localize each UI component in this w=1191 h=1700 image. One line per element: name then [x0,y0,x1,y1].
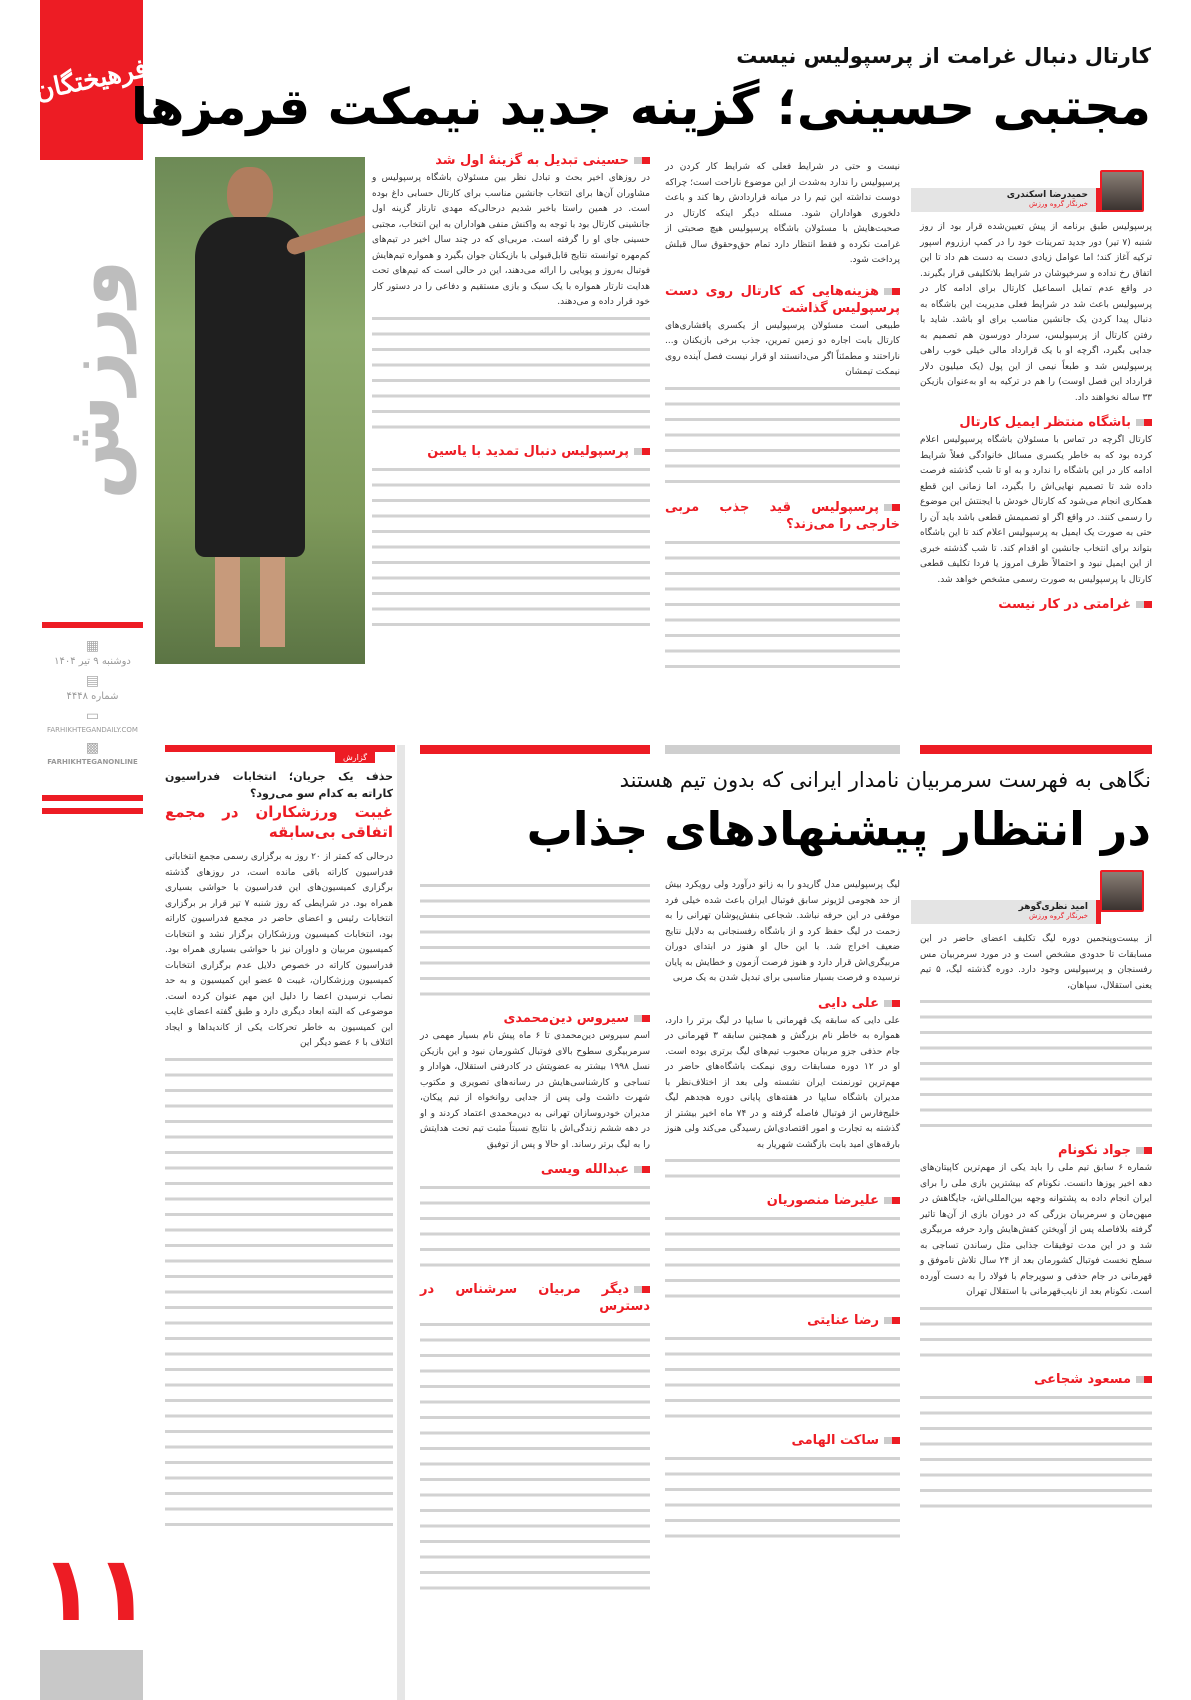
text-block [420,1180,650,1273]
top-col-2: نیست و حتی در شرایط فعلی که شرایط کار کردن در پرسپولیس را ندارد به‌شدت از این موضوع ناراحت است؛ چراکه دوست نداشته این تیم را در میانه قراردادش رها کند و باعث دلخوری هواداران شود. مسئله دیگر اینکه کارتال در صحبت‌هایش با مسئولان باشگاه پرسپولیس هیچ صحبتی از غرامت نکرده و فقط انتظار دارد تمام حق‌وحقوق سال قبلش پرداخت شود. هزینه‌هایی که کارتال روی دست پرسپولیس گذاشت طبیعی است مسئولان پرسپولیس از یکسری پافشاری‌های کارتال بابت اجاره دو زمین تمرین، جذب برخی بازیکنان و... ناراحتند و مطمئناً اگر می‌دانستند او قرار نیست فصل آینده روی نیمکت تیمشان پرسپولیس قید جذب مربی خارجی را می‌زند؟ [665,160,900,675]
text-block [665,1331,900,1424]
column-separator [397,745,405,1700]
section-heading: رضا عنایتی [665,1312,900,1329]
social-handle[interactable]: FARHIKHTEGANONLINE [47,758,138,766]
page-number: ۱۱ [40,1537,150,1642]
section-heading: ساکت الهامی [665,1432,900,1449]
section-heading: هزینه‌هایی که کارتال روی دست پرسپولیس گذاشت [665,283,900,316]
calendar-icon: ▦ [85,638,100,654]
author-box: امید نظری‌گوهر خبرنگار گروه ورزش [911,900,1101,924]
bottom-kicker: نگاهی به فهرست سرمربیان نامدار ایرانی که بدون تیم هستند [619,768,1151,792]
divider [42,795,143,801]
issue-number: شماره ۴۴۴۸ [66,691,119,702]
bottom-col-3: سیروس دین‌محمدی اسم سیروس دین‌محمدی تا ۶ ماه پیش نام بسیار مهمی در سرمربیگری سطوح بالای فوتبال کشورمان نبود و این بازیکن نسل ۱۹۹۸ بیشتر به عضویتش در کادرفنی استقلال، هوادار و تساجی و کارشناسی‌هایش در رسانه‌های تصویری و مکتوب شهرت داشت ولی پس از جدایی روانخواه از تیم پیکان، مدیران خودروسازان تهرانی به دین‌محمدی اعتماد کردند و او در دهه ششم زندگی‌اش با نتایج نسبتاً مثبت تیم تحت هدایتش را به لیگ برتر رساند. او حالا و پس از توفیق عبدالله ویسی دیگر مربیان سرشناس در دسترس [420,878,650,1597]
divider [42,808,143,814]
text-block [920,1301,1152,1363]
sidebar-headline: غیبت ورزشکاران در مجمع اتفاقی بی‌سابقه [165,803,393,841]
top-col-1: پرسپولیس طبق برنامه از پیش تعیین‌شده قرار بود از روز شنبه (۷ تیر) دور جدید تمرینات خود را در کمپ ارزروم اسپور ترکیه آغاز کند؛ اما عوامل زیادی دست به دست هم داد تا این اتفاق رخ نداده و سرخپوشان در شرایط بلاتکلیفی قرار بگیرند. در واقع عدم تمایل اسماعیل کارتال برای ادامه کار در پرسپولیس باعث شد در شرایط فعلی مدیریت این باشگاه به دنبال پیدا کردن یک جانشین مناسب برای او باشد. شاید با رفتن کارتال از پرسپولیس، سردار دورسون هم تصمیم به جدایی بگیرد، اگرچه او با یک قرارداد مالی خیلی خوب راهی پرسپولیس شد و طبعاً نیمی از این پول (یک میلیون دلار قرارداد این فصل اوست) را هم در ترکیه به او به‌عنوان بازیکن ۳۳ ساله نخواهند داد. باشگاه منتظر ایمیل کارتال کارتال اگرچه در تماس با مسئولان باشگاه پرسپولیس اعلام کرده بود که به خاطر یکسری مسائل خانوادگی فعلاً شرایط ادامه کار در این باشگاه را ندارد و به او تا شب گذشته فرصت داده شد تا تصمیم نهایی‌اش را بگیرد، اما زمانی این قطع همکاری انجام می‌شود که کارتال خودش با ایجنتش این موضوع را رسمی کنند. در واقع اگر او تصمیمش قطعی باشد باید آن را حتی به صورت یک ایمیل به پرسپولیس اعلام کند تا این باشگاه بتواند برای انتخاب جانشین او اقدام کند. تا شب گذشته خبری از این ایمیل نبود و احتمالاً ظرف امروز یا فردا تکلیف قطعی کارتال با پرسپولیس به صورت رسمی مشخص خواهد شد. غرامتی در کار نیست [920,222,1153,612]
coach-photo [155,157,365,664]
section-heading: غرامتی در کار نیست [920,596,1152,613]
text-block [665,1211,900,1304]
website-icon: ▭ [85,708,100,724]
website-link[interactable]: FARHIKHTEGANDAILY.COM [47,726,138,734]
section-heading: پرسپولیس قید جذب مربی خارجی را می‌زند؟ [665,499,900,532]
text-block [920,1390,1152,1514]
section-heading: مسعود شجاعی [920,1371,1152,1388]
section-heading: سیروس دین‌محمدی [420,1010,650,1027]
issue-date: دوشنبه ۹ تیر ۱۴۰۴ [54,656,131,667]
section-heading: دیگر مربیان سرشناس در دسترس [420,1282,650,1314]
section-heading: پرسپولیس دنبال تمدید با یاسین [372,443,650,460]
divider [165,745,395,752]
divider [665,745,900,754]
section-heading: علیرضا منصوریان [665,1192,900,1209]
bottom-col-1: از بیست‌وپنجمین دوره لیگ تکلیف اعضای حاضر در این مسابقات تا حدودی مشخص است و در مورد سرمربیان مس رفسنجان و پرسپولیس وجود دارد. دوره گذشته لیگ، ۵ تیم یعنی استقلال، سپاهان، جواد نکونام شماره ۶ سابق تیم ملی را باید یکی از مهم‌ترین کاپیتان‌های دهه اخیر یوزها دانست. نکونام که بیشترین بازی ملی را برای ایران انجام داده به پشتوانه وجهه بین‌المللی‌اش، جایگاهش در میهن‌مان و سرمربیان بزرگی که در دوران بازی از آن‌ها تاثیر گرفته بلافاصله پس از آویختن کفش‌هایش وارد حرفه مربیگری شد و در این مدت توفیقات جذابی مثل رساندن تساجی به سطح نخست فوتبال کشورمان بعد از ۲۴ سال تلاش ناموفق و قهرمانی در جام حذفی و سوپرجام با فولاد را به دست آورده است. نکونام بعد از نایب‌قهرمانی با استقلال تهران مسعود شجاعی [920,932,1152,1514]
report-tag: گزارش [335,752,375,763]
newspaper-logo: فرهیختگان [40,0,143,160]
text-block [665,1153,900,1184]
section-label: ورزش [47,260,136,500]
issue-icon: ▤ [85,673,100,689]
top-kicker: کارتال دنبال غرامت از پرسپولیس نیست [736,44,1151,68]
text-block [665,1451,900,1544]
qr-icon: ▩ [85,740,100,756]
top-headline: مجتبی حسینی؛ گزینه جدید نیمکت قرمزها [130,78,1151,136]
section-heading: جواد نکونام [920,1142,1152,1159]
text-block [372,462,650,632]
divider [420,745,650,754]
bottom-headline: در انتظار پیشنهادهای جذاب [526,802,1151,856]
page-footer-bar [40,1650,143,1700]
issue-info [42,632,143,766]
section-heading: عبدالله ویسی [420,1161,650,1178]
section-heading: علی دایی [665,995,900,1012]
sidebar-article: حذف یک جریان؛ انتخابات فدراسیون کاراته به کدام سو می‌رود؟ غیبت ورزشکاران در مجمع اتفاقی بی‌سابقه درحالی که کمتر از ۲۰ روز به برگزاری رسمی مجمع انتخاباتی فدراسیون کاراته باقی مانده است، در روزهای گذشته برگزاری کمیسیون‌های این فدراسیون با حواشی بسیاری همراه بود. در شرایطی که روز شنبه ۷ تیر قرار بر برگزاری انتخابات رئیس و اعضای حاضر در مجمع فدراسیون کاراته بود، انتخابات کمیسیون ورزشکاران برگزار نشد و انتخابات کمیسیون مربیان و داوران نیز با حواشی بسیاری همراه بود. فدراسیون کاراته در خصوص دلایل عدم برگزاری انتخابات کمیسیون ورزشکاران، غیبت ۵ عضو این کمیسیون و به حد نصاب نرسیدن اعضا را دلیل این مهم عنوان کرده است. موضوعی که البته ابعاد دیگری دارد و طبق گفته اعضای غایب این کمیسیون به خاطر تحرکات یکی از کاندیداها و ایجاد ائتلاف با ۶ عضو دیگر این [165,768,393,1532]
section-heading: باشگاه منتظر ایمیل کارتال [920,414,1152,431]
section-heading: حسینی تبدیل به گزینهٔ اول شد [372,152,650,169]
text-block [665,535,900,675]
top-col-3: حسینی تبدیل به گزینهٔ اول شد در روزهای اخیر بحث و تبادل نظر بین مسئولان باشگاه پرسپولیس و مشاوران آن‌ها برای انتخاب جانشین مناسب برای کارتال حسابی داغ بوده است. در همین راستا باخبر شدیم درحالی‌که مهدی تارتار گزینه اول جانشینی کارتال بود با توجه به واکنش منفی هواداران به این انتخاب، مجتبی حسینی جای او را گرفته است. مربی‌ای که در چند سال اخیر در تیم‌های کم‌مهره توانسته نتایج قابل‌قبولی با بازیکنان جوان بگیرد و همواره تیم‌هایش فوتبال به‌روز و پویایی را ارائه می‌دهند، این در حالی است که تیم‌های تحت هدایت تارتار همواره با یک سبک و بازی مستقیم و دفاعی را در دستور کار خود قرار داده و می‌دهند. پرسپولیس دنبال تمدید با یاسین [372,152,650,632]
author-avatar [1100,870,1144,912]
text-block [372,311,650,435]
text-block [165,1052,393,1532]
divider [42,622,143,628]
bottom-col-2: لیگ پرسپولیس مدل گاریدو را به زانو درآورد ولی رویکرد بیش از حد هجومی لژیونر سابق فوتبال ایران باعث شده خیلی فرد موفقی در این حرفه نباشد. شجاعی بنفش‌پوشان تهرانی را به زحمت در لیگ حفظ کرد و از باشگاه رفسنجانی به دلایل نتایج ضعیف اخراج شد. با این حال او هنوز در ابتدای دوران مربیگری‌اش قرار دارد و هنوز فرصت آزمون و خطایش به پایان نرسیده و فرصت بسیار مناسبی برای تبدیل شدن به یک مربی علی دایی علی دایی که سابقه یک قهرمانی با سایپا در لیگ برتر را دارد، همواره به خاطر نام بزرگش و همچنین سابقه ۳ قهرمانی در جام حذفی جزو مربیان محبوب تیم‌های لیگ برتری بوده است. او در ۱۲ دوره مسابقات روی نیمکت باشگاه‌های حاضر در مهم‌ترین تورنمنت ایران نشسته ولی بعد از اختلاف‌نظر با مدیران باشگاه سایپا در هفته‌های پایانی دوره هجدهم لیگ خلیج‌فارس از فوتبال فاصله گرفته و در ۷۴ ماه اخیر بیشتر از گذشته به تجارت و امور اقتصادی‌اش رسیدگی می‌کند ولی هنوز بارقه‌های امید بابت بازگشت شهریار به علیرضا منصوریان رضا عنایتی ساکت الهامی [665,878,900,1544]
author-box: حمیدرضا اسکندری خبرنگار گروه ورزش [911,188,1101,212]
text-block [420,1317,650,1597]
text-block [420,878,650,1002]
text-block [665,381,900,491]
divider [920,745,1152,754]
author-avatar [1100,170,1144,212]
text-block [920,994,1152,1134]
